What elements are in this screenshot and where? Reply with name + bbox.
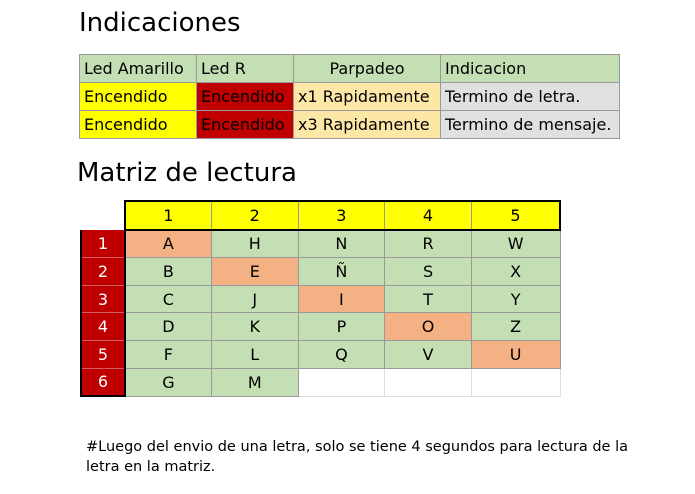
led-amarillo-cell: Encendido — [80, 83, 197, 111]
letter-cell: F — [125, 340, 212, 368]
table-row — [80, 111, 620, 139]
row-header-5: 5 — [81, 340, 125, 368]
row-header-4: 4 — [81, 313, 125, 341]
matriz-row — [81, 340, 560, 368]
corner-cell — [81, 201, 125, 230]
header-led-r: Led R — [197, 55, 294, 83]
letter-cell: H — [211, 230, 298, 258]
indicaciones-table — [79, 54, 620, 139]
empty-cell — [298, 368, 385, 396]
letter-cell: I — [298, 285, 385, 313]
matriz-row — [81, 258, 560, 286]
col-header-3: 3 — [298, 201, 385, 230]
letter-cell: M — [211, 368, 298, 396]
col-header-4: 4 — [385, 201, 472, 230]
led-r-cell: Encendido — [197, 111, 294, 139]
letter-cell: P — [298, 313, 385, 341]
row-header-6: 6 — [81, 368, 125, 396]
matriz-table — [80, 200, 561, 397]
col-header-1: 1 — [125, 201, 212, 230]
letter-cell: Q — [298, 340, 385, 368]
header-indicacion: Indicacion — [441, 55, 620, 83]
indicaciones-title: Indicaciones — [79, 8, 241, 38]
header-parpadeo: Parpadeo — [294, 55, 441, 83]
letter-cell: Y — [471, 285, 560, 313]
led-amarillo-cell: Encendido — [80, 111, 197, 139]
letter-cell: L — [211, 340, 298, 368]
letter-cell: C — [125, 285, 212, 313]
matriz-title: Matriz de lectura — [77, 158, 297, 188]
letter-cell: W — [471, 230, 560, 258]
letter-cell: T — [385, 285, 472, 313]
matriz-row — [81, 313, 560, 341]
note-text: #Luego del envio de una letra, solo se tiene 4 segundos para lectura de la letra en la matriz. — [86, 439, 628, 475]
led-r-cell: Encendido — [197, 83, 294, 111]
letter-cell: O — [385, 313, 472, 341]
row-header-2: 2 — [81, 258, 125, 286]
letter-cell: B — [125, 258, 212, 286]
letter-cell: Ñ — [298, 258, 385, 286]
letter-cell: J — [211, 285, 298, 313]
matriz-header-row — [81, 201, 560, 230]
empty-cell — [385, 368, 472, 396]
matriz-row — [81, 368, 560, 396]
letter-cell: G — [125, 368, 212, 396]
empty-cell — [471, 368, 560, 396]
indicacion-cell: Termino de letra. — [441, 83, 620, 111]
letter-cell: X — [471, 258, 560, 286]
letter-cell: E — [211, 258, 298, 286]
table-row — [80, 83, 620, 111]
matriz-row — [81, 285, 560, 313]
parpadeo-cell: x1 Rapidamente — [294, 83, 441, 111]
letter-cell: A — [125, 230, 212, 258]
header-led-amarillo: Led Amarillo — [80, 55, 197, 83]
matriz-row — [81, 230, 560, 258]
letter-cell: U — [471, 340, 560, 368]
col-header-2: 2 — [211, 201, 298, 230]
parpadeo-cell: x3 Rapidamente — [294, 111, 441, 139]
row-header-3: 3 — [81, 285, 125, 313]
letter-cell: S — [385, 258, 472, 286]
letter-cell: D — [125, 313, 212, 341]
letter-cell: N — [298, 230, 385, 258]
col-header-5: 5 — [471, 201, 560, 230]
indicacion-cell: Termino de mensaje. — [441, 111, 620, 139]
table-header-row — [80, 55, 620, 83]
letter-cell: V — [385, 340, 472, 368]
row-header-1: 1 — [81, 230, 125, 258]
letter-cell: R — [385, 230, 472, 258]
letter-cell: K — [211, 313, 298, 341]
letter-cell: Z — [471, 313, 560, 341]
